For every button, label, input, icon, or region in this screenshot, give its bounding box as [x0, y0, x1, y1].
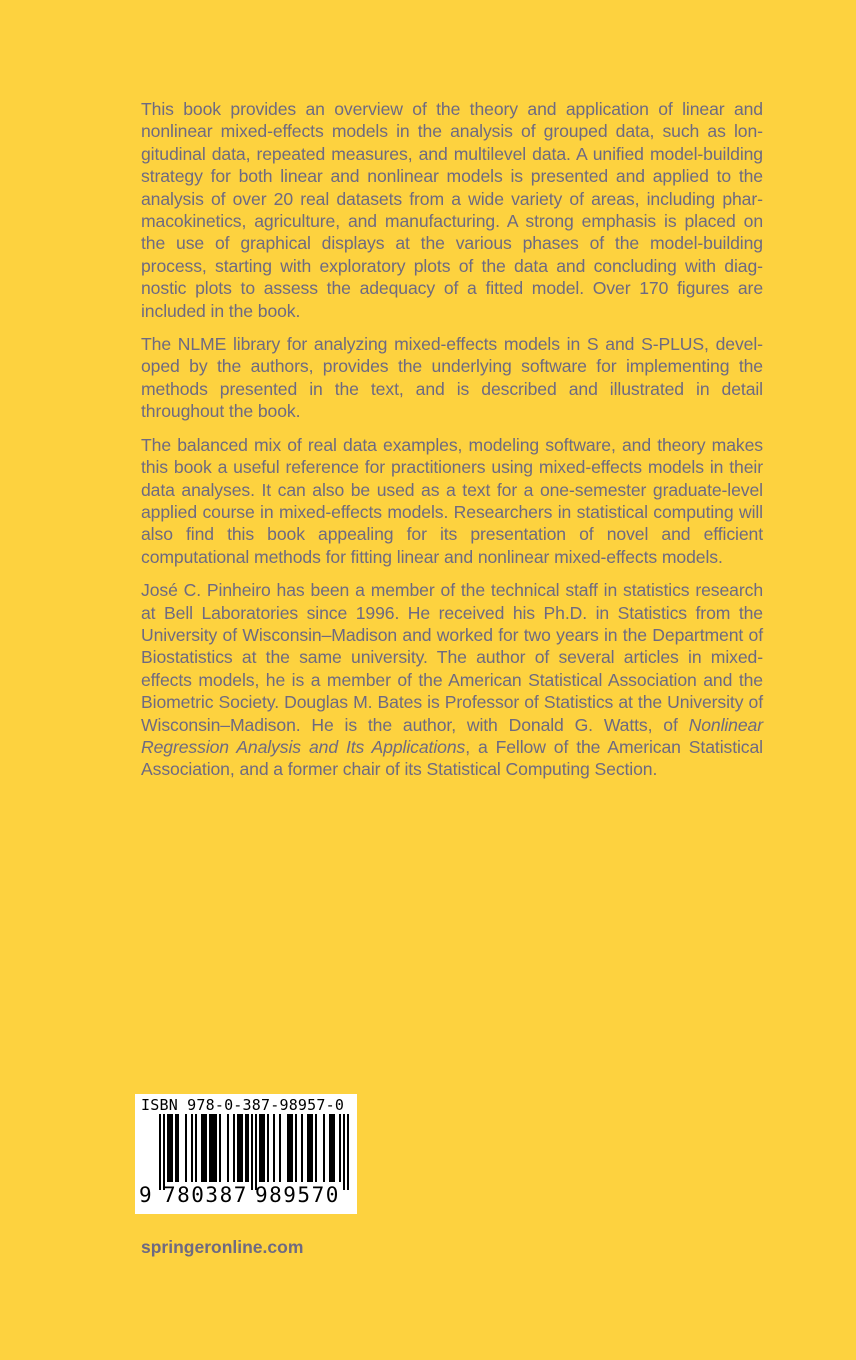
barcode-bar	[163, 1114, 165, 1190]
author-biography	[141, 579, 763, 781]
isbn-label: ISBN 978-0-387-98957-0	[141, 1096, 345, 1114]
barcode-bar	[241, 1114, 243, 1182]
publisher-website: springeronline.com	[141, 1237, 304, 1257]
barcode-bar	[263, 1114, 265, 1182]
barcode-bar	[289, 1114, 291, 1182]
ean-left-digits: 780387	[163, 1183, 248, 1207]
barcode-bar	[347, 1114, 349, 1190]
barcode-bar	[329, 1114, 331, 1182]
barcode-bar	[343, 1114, 345, 1190]
barcode-bar	[309, 1114, 311, 1182]
barcode-bar	[267, 1114, 269, 1182]
barcode-bar	[219, 1114, 221, 1182]
barcode-bar	[295, 1114, 297, 1182]
barcode-bar	[251, 1114, 253, 1190]
barcode-bar	[239, 1114, 241, 1182]
ean-right-digits: 989570	[255, 1183, 340, 1207]
barcode-bar	[203, 1114, 205, 1182]
barcode-bar	[301, 1114, 303, 1182]
barcode-bar	[227, 1114, 229, 1182]
referenced-book-title: Nonlinear Regression Analysis and Its Applications	[141, 714, 763, 757]
barcode-bar	[213, 1114, 215, 1182]
barcode-bar	[233, 1114, 235, 1182]
barcode-bar	[331, 1114, 333, 1182]
barcode-bar	[259, 1114, 261, 1182]
barcode-bar	[185, 1114, 187, 1182]
barcode-bar	[255, 1114, 257, 1190]
book-description	[141, 98, 763, 792]
barcode-bar	[291, 1114, 293, 1182]
ean-first-digit: 9	[139, 1183, 152, 1207]
barcode-bar	[205, 1114, 207, 1182]
barcode-bar	[191, 1114, 193, 1182]
barcode-bar	[171, 1114, 173, 1182]
barcode-bar	[323, 1114, 325, 1182]
barcode-bar	[201, 1114, 203, 1182]
barcode-bar	[315, 1114, 317, 1182]
barcode-bar	[261, 1114, 263, 1182]
barcode-bar	[215, 1114, 217, 1182]
description-paragraph-software: The NLME library for analyzing mixed-effects models in S and S-PLUS, developed by the authors, provides the underlying software for implementing the methods presented in the text, and is described and illustrated in detail throughout the book.	[141, 334, 763, 422]
barcode-bar	[287, 1114, 289, 1182]
barcode-bar	[175, 1114, 177, 1182]
barcode-bar	[211, 1114, 213, 1182]
barcode-bar	[237, 1114, 239, 1182]
barcode-bar	[195, 1114, 197, 1182]
barcode-bar	[169, 1114, 171, 1182]
barcode-bar	[167, 1114, 169, 1182]
description-paragraph-overview: This book provides an overview of the theory and application of linear and nonlinear mixed-effects models in the analysis of grouped data, such as longitudinal data, repeated measures, and multilevel data. A unified model-building strategy for both linear and nonlinear models is presented and applied to the analysis of over 20 real datasets from a wide variety of areas, including pharmacokinetics, agriculture, and manufacturing. A strong emphasis is placed on the use of graphical displays at the various phases of the model-building process, starting with exploratory plots of the data and concluding with diagnostic plots to assess the adequacy of a fitted model. Over 170 figures are included in the book.	[141, 99, 763, 321]
barcode-bar	[279, 1114, 281, 1182]
barcode-bar	[209, 1114, 211, 1182]
barcode-bar	[273, 1114, 275, 1182]
barcode-bar	[311, 1114, 313, 1182]
author-bio-text: José C. Pinheiro has been a member of the technical staff in statistics research at Bell Laboratories since 1996. He received his Ph.D. in Statistics from the University of Wisconsin–Madison and worked for two years in the Department of Biostatistics at the same university. The author of several articles in mixed-effects models, he is a member of the American Statistical Association and the Biometric Society. Douglas M. Bates is Professor of Statistics at the University of Wisconsin–Madison. He is the author, with Donald G. Watts, of	[141, 580, 763, 735]
description-paragraph-audience: The balanced mix of real data examples, modeling software, and theory makes this book a useful reference for practitioners using mixed-effects models in their data analyses. It can also be used as a text for a one-semester graduate-level applied course in mixed-effects models. Researchers in statistical computing will also find this book appealing for its presentation of novel and efficient computational methods for fitting linear and nonlinear mixed-effects models.	[141, 434, 763, 567]
barcode-bar	[339, 1114, 341, 1182]
barcode-bar	[247, 1114, 249, 1182]
barcode-bar	[333, 1114, 335, 1182]
barcode-bar	[245, 1114, 247, 1182]
barcode-bar	[159, 1114, 161, 1190]
barcode-bar	[177, 1114, 179, 1182]
barcode-bar	[307, 1114, 309, 1182]
author-bio-text-end: , a Fellow of the American Statistical Association, and a former chair of its Statistical Computing Section.	[141, 736, 763, 780]
isbn-barcode	[135, 1094, 357, 1214]
